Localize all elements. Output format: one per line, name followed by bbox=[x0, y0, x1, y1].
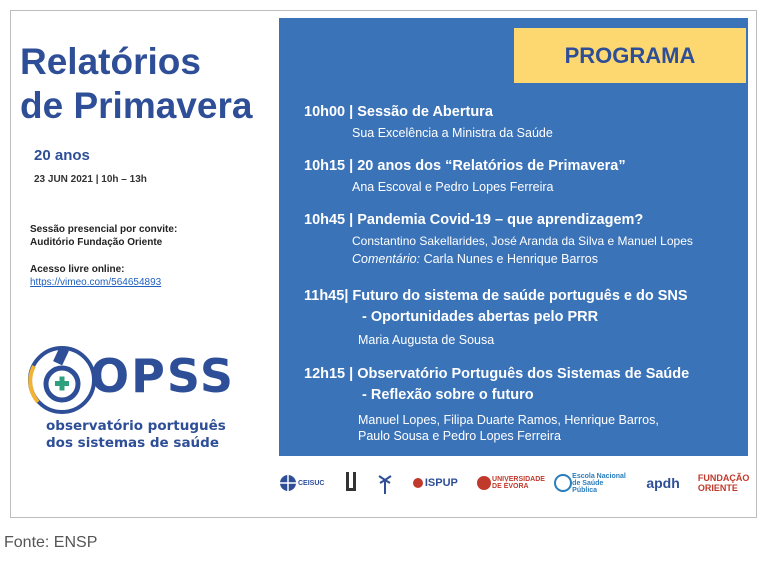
vimeo-link[interactable]: https://vimeo.com/564654893 bbox=[30, 277, 162, 288]
program-item bbox=[304, 212, 744, 266]
title-line-1: Relatórios bbox=[20, 41, 201, 82]
sponsor-logo bbox=[554, 473, 628, 494]
program-time: 12h15 | Observatório Português dos Sistemas de Saúde bbox=[304, 366, 690, 382]
palm-tree-icon bbox=[377, 470, 393, 496]
comment-label: Comentário: bbox=[352, 252, 421, 266]
sponsor-logo bbox=[377, 470, 393, 496]
program-item bbox=[304, 104, 744, 140]
event-date: 23 JUN 2021 | 10h – 13h bbox=[34, 174, 147, 185]
university-icon bbox=[343, 470, 359, 496]
program-people: Manuel Lopes, Filipa Duarte Ramos, Henrique Barros, bbox=[358, 413, 659, 427]
comment-text: Carla Nunes e Henrique Barros bbox=[420, 252, 598, 266]
opss-logo bbox=[24, 342, 236, 452]
logo-subline-2: dos sistemas de saúde bbox=[46, 435, 219, 451]
session-line-2: Auditório Fundação Oriente bbox=[30, 237, 163, 248]
program-comment bbox=[352, 252, 744, 266]
subtitle: 20 anos bbox=[34, 147, 90, 164]
online-label: Acesso livre online: bbox=[30, 264, 125, 275]
sponsor-name: apdh bbox=[646, 475, 680, 491]
program-time: 10h00 | Sessão de Abertura bbox=[304, 104, 493, 120]
source-caption: Fonte: ENSP bbox=[4, 534, 98, 551]
title-block bbox=[20, 40, 260, 128]
online-info bbox=[30, 263, 250, 289]
program-people: Ana Escoval e Pedro Lopes Ferreira bbox=[352, 180, 554, 194]
sponsor-logo bbox=[411, 476, 458, 490]
sponsor-logo bbox=[646, 475, 679, 491]
program-time: 10h15 | 20 anos dos “Relatórios de Primavera” bbox=[304, 158, 626, 174]
program-item bbox=[304, 366, 744, 443]
star-icon bbox=[411, 476, 425, 490]
program-time: 11h45| Futuro do sistema de saúde português e do SNS bbox=[304, 288, 688, 304]
program-subtitle: - Reflexão sobre o futuro bbox=[362, 387, 534, 403]
program-item bbox=[304, 158, 744, 194]
crest-icon bbox=[476, 475, 492, 491]
sponsor-logo bbox=[698, 473, 748, 493]
sponsor-name: UNIVERSIDADE DE ÉVORA bbox=[492, 476, 545, 490]
sponsor-name: FUNDAÇÃO ORIENTE bbox=[697, 473, 750, 493]
program-subtitle: - Oportunidades abertas pelo PRR bbox=[362, 309, 599, 325]
sponsor-name: CEISUC bbox=[298, 479, 325, 487]
sponsor-logos bbox=[278, 463, 748, 503]
program-people: Sua Excelência a Ministra da Saúde bbox=[352, 126, 553, 140]
sponsor-name: Escola Nacional de Saúde Pública bbox=[572, 472, 626, 494]
program-people: Paulo Sousa e Pedro Lopes Ferreira bbox=[358, 429, 561, 443]
programa-label: PROGRAMA bbox=[514, 28, 746, 83]
logo-subline-1: observatório português bbox=[46, 418, 226, 434]
sponsor-logo bbox=[476, 475, 545, 491]
title-line-2: de Primavera bbox=[20, 85, 253, 126]
globe-icon bbox=[278, 473, 298, 493]
session-line-1: Sessão presencial por convite: bbox=[30, 224, 178, 235]
ensp-icon bbox=[554, 474, 572, 492]
program-time: 10h45 | Pandemia Covid-19 – que aprendizagem? bbox=[304, 212, 644, 228]
logo-wordmark: OPSS bbox=[90, 349, 236, 403]
sponsor-logo bbox=[343, 470, 359, 496]
sponsor-name: ISPUP bbox=[424, 477, 458, 489]
program-people: Maria Augusta de Sousa bbox=[358, 333, 495, 347]
sponsor-logo bbox=[278, 473, 324, 493]
program-people: Constantino Sakellarides, José Aranda da Silva e Manuel Lopes bbox=[352, 234, 693, 248]
program-item bbox=[304, 288, 744, 347]
session-info bbox=[30, 223, 250, 249]
